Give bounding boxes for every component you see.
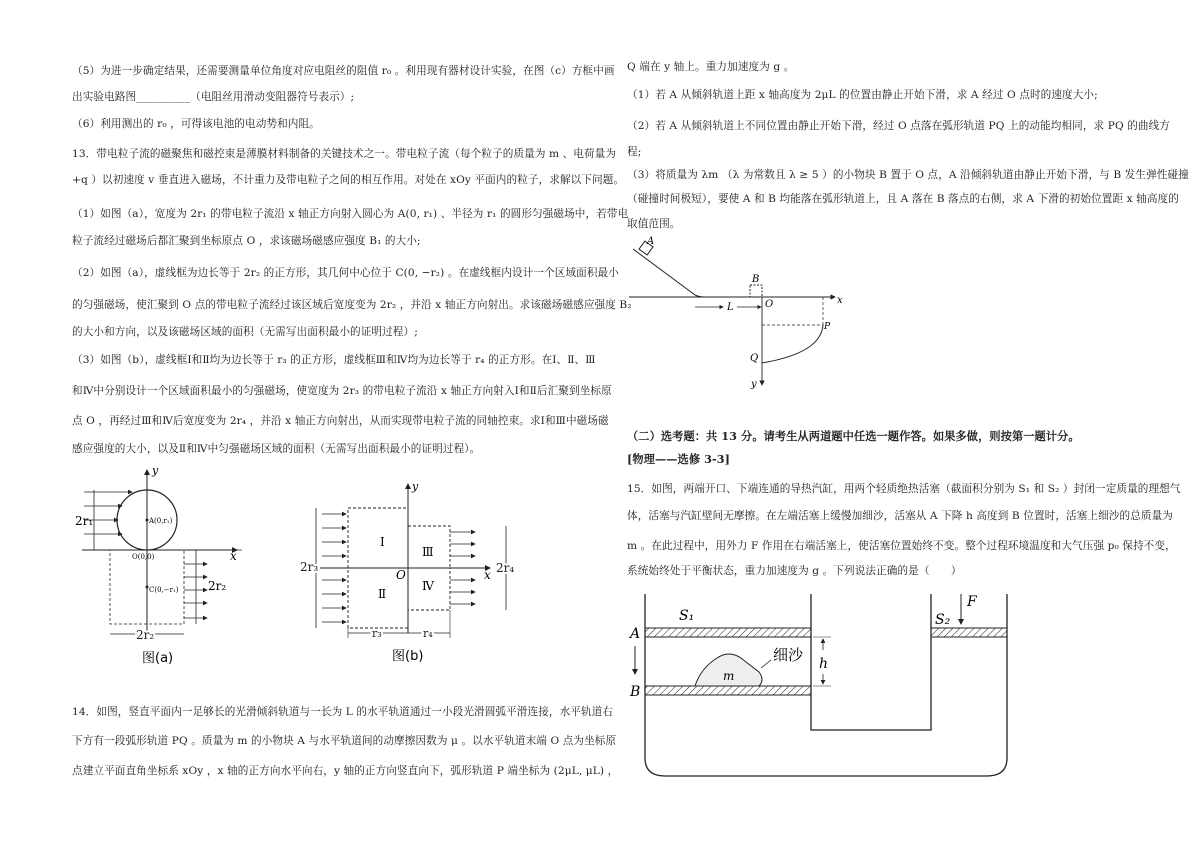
dim-2r4: 2r₄ (496, 561, 515, 575)
text-line: 程; (627, 146, 642, 158)
label-O: O (765, 299, 774, 310)
figure-b (300, 478, 530, 673)
label-I: Ⅰ (380, 535, 385, 549)
text-line: 和Ⅳ中分别设计一个区域面积最小的匀强磁场，使宽度为 2r₃ 的带电粒子流沿 x 轴正方向射入Ⅰ和Ⅱ后汇聚到坐标原 (72, 385, 612, 397)
caption-a: 图(a) (142, 651, 174, 666)
text-line: （碰撞时间极短），要使 A 和 B 均能落在弧形轨道上，且 A 落在 B 落点的右侧，求 A 下滑的初始位置距 x 轴高度的 (627, 193, 1179, 205)
piston-B-position (645, 686, 811, 695)
question-13-line: 13．带电粒子流的磁聚焦和磁控束是薄膜材料制备的关键技术之一。带电粒子流（每个粒子的质量为 m 、电荷量为 (72, 148, 617, 160)
x-label: x (837, 295, 843, 306)
dim-2r3: 2r₃ (300, 560, 319, 574)
label-S1: S₁ (679, 608, 695, 624)
label-III: Ⅲ (422, 545, 434, 559)
section-subtitle: [物理——选修 3-3] (627, 452, 731, 466)
piston-A-position (645, 628, 811, 637)
x-label: x (230, 549, 237, 563)
label-A: A (630, 626, 641, 642)
text-line: Q 端在 y 轴上。重力加速度为 g 。 (627, 61, 795, 73)
text-line: 出实验电路图__________（电阻丝用滑动变阻器符号表示）; (72, 91, 355, 103)
label-S2: S₂ (935, 612, 951, 628)
question-14-line: 14．如图，竖直平面内一足够长的光滑倾斜轨道与一长为 L 的水平轨道通过一小段光滑圆弧平滑连接，水平轨道右 (72, 706, 614, 718)
label-L: L (727, 302, 734, 313)
label-B: B (630, 684, 641, 700)
label-B: B (752, 274, 760, 285)
figure-q14 (625, 235, 855, 395)
origin-label: O (396, 568, 406, 582)
label-sand: 细沙 (773, 646, 804, 664)
dim-2r2-right: 2r₂ (208, 579, 227, 593)
text-line: （1）若 A 从倾斜轨道上距 x 轴高度为 2μL 的位置由静止开始下滑，求 A 经过 O 点时的速度大小; (627, 89, 1098, 101)
y-label: y (152, 464, 159, 477)
text-line: m 。在此过程中，用外力 F 作用在右端活塞上，使活塞位置始终不变。整个过程环境温度和大气压强 p₀ 保持不变， (627, 540, 1176, 552)
text-line: 粒子流经过磁场后都汇聚到坐标原点 O ，求该磁场磁感应强度 B₁ 的大小; (72, 235, 421, 247)
block-B (750, 285, 762, 297)
label-Q: Q (750, 353, 759, 364)
piston-right (931, 628, 1007, 637)
text-line: 下方有一段弧形轨道 PQ 。质量为 m 的小物块 A 与水平轨道间的动摩擦因数为 μ 。以水平轨道末端 O 点为坐标原 (72, 735, 617, 747)
point-C-label: C(0,−r₁) (149, 586, 179, 594)
text-line: 系统始终处于平衡状态，重力加速度为 g 。下列说法正确的是（ ） (627, 565, 962, 577)
text-line: （5）为进一步确定结果，还需要测量单位角度对应电阻丝的阻值 r₀ 。利用现有器材设计实验，在图（c）方框中画 (72, 65, 615, 77)
text-line: （1）如图（a），宽度为 2r₁ 的带电粒子流沿 x 轴正方向射入圆心为 A(0, r₁) 、半径为 r₁ 的圆形匀强磁场中，若带电 (72, 208, 629, 220)
dim-2r2-bottom: 2r₂ (136, 628, 155, 642)
text-line: （2）如图（a），虚线框为边长等于 2r₂ 的正方形，其几何中心位于 C(0, −r₂) 。在虚线框内设计一个区域面积最小 (72, 267, 619, 279)
label-II: Ⅱ (378, 587, 387, 601)
text-line: 体，活塞与汽缸壁间无摩擦。在左端活塞上缓慢加细沙，活塞从 A 下降 h 高度到 B 位置时，活塞上细沙的总质量为 (627, 510, 1173, 522)
text-line: 取值范围。 (627, 218, 681, 230)
text-line: +q ）以初速度 v 垂直进入磁场，不计重力及带电粒子之间的相互作用。对处在 xOy 平面内的粒子，求解以下问题。 (72, 174, 625, 186)
text-line: 点 O ，再经过Ⅲ和Ⅳ后宽度变为 2r₄ ，并沿 x 轴正方向射出，从而实现带电粒子流的同轴控束。求Ⅰ和Ⅲ中磁场磁 (72, 415, 609, 427)
dim-2r1: 2r₁ (75, 514, 94, 528)
y-label: y (412, 480, 419, 493)
label-IV: Ⅳ (422, 579, 434, 593)
dim-r4: r₄ (423, 627, 433, 640)
question-15-line: 15．如图，两端开口、下端连通的导热汽缸，用两个轻质绝热活塞（截面积分别为 S₁ 和 S₂ ）封闭一定质量的理想气 (627, 483, 1181, 495)
text-line: （3）将质量为 λm （λ 为常数且 λ ≥ 5 ）的小物块 B 置于 O 点，A 沿倾斜轨道由静止开始下滑，与 B 发生弹性碰撞 (627, 169, 1189, 181)
caption-b: 图(b) (392, 649, 424, 664)
label-F: F (967, 594, 977, 610)
figure-a (72, 462, 262, 672)
text-line: （2）若 A 从倾斜轨道上不同位置由静止开始下滑，经过 O 点落在弧形轨道 PQ 上的动能均相同，求 PQ 的曲线方 (627, 120, 1170, 132)
text-line: （6）利用测出的 r₀ ，可得该电池的电动势和内阻。 (72, 118, 320, 130)
origin-label: O(0,0) (132, 553, 155, 561)
point-A-label: A(0,r₁) (149, 517, 173, 525)
x-label: x (484, 568, 491, 582)
text-line: 的大小和方向，以及该磁场区域的面积（无需写出面积最小的证明过程）; (72, 326, 418, 338)
box-I (348, 508, 408, 568)
text-line: 感应强度的大小，以及Ⅱ和Ⅳ中匀强磁场区域的面积（无需写出面积最小的证明过程）。 (72, 443, 481, 455)
label-h: h (819, 656, 829, 672)
arc-PQ (762, 325, 823, 363)
u-tube (811, 594, 931, 730)
y-label: y (751, 379, 757, 390)
section-title: （二）选考题：共 13 分。请考生从两道题中任选一题作答。如果多做，则按第一题计分。 (627, 429, 1080, 443)
text-line: 点建立平面直角坐标系 xOy ，x 轴的正方向水平向右，y 轴的正方向竖直向下，弧形轨道 P 端坐标为 (2μL, μL) ， (72, 765, 619, 777)
label-A: A (647, 236, 655, 247)
label-P: P (824, 322, 831, 332)
text-line: 的匀强磁场，使汇聚到 O 点的带电粒子流经过该区域后宽度变为 2r₂ ，并沿 x 轴正方向射出。求该磁场磁感应强度 B₂ (72, 299, 632, 311)
figure-q15 (625, 588, 1025, 780)
label-m: m (723, 669, 735, 683)
dim-r3: r₃ (372, 627, 382, 640)
text-line: （3）如图（b），虚线框Ⅰ和Ⅱ均为边长等于 r₃ 的正方形，虚线框Ⅲ和Ⅳ均为边长等于 r₄ 的正方形。在Ⅰ、Ⅱ、Ⅲ (72, 354, 596, 366)
